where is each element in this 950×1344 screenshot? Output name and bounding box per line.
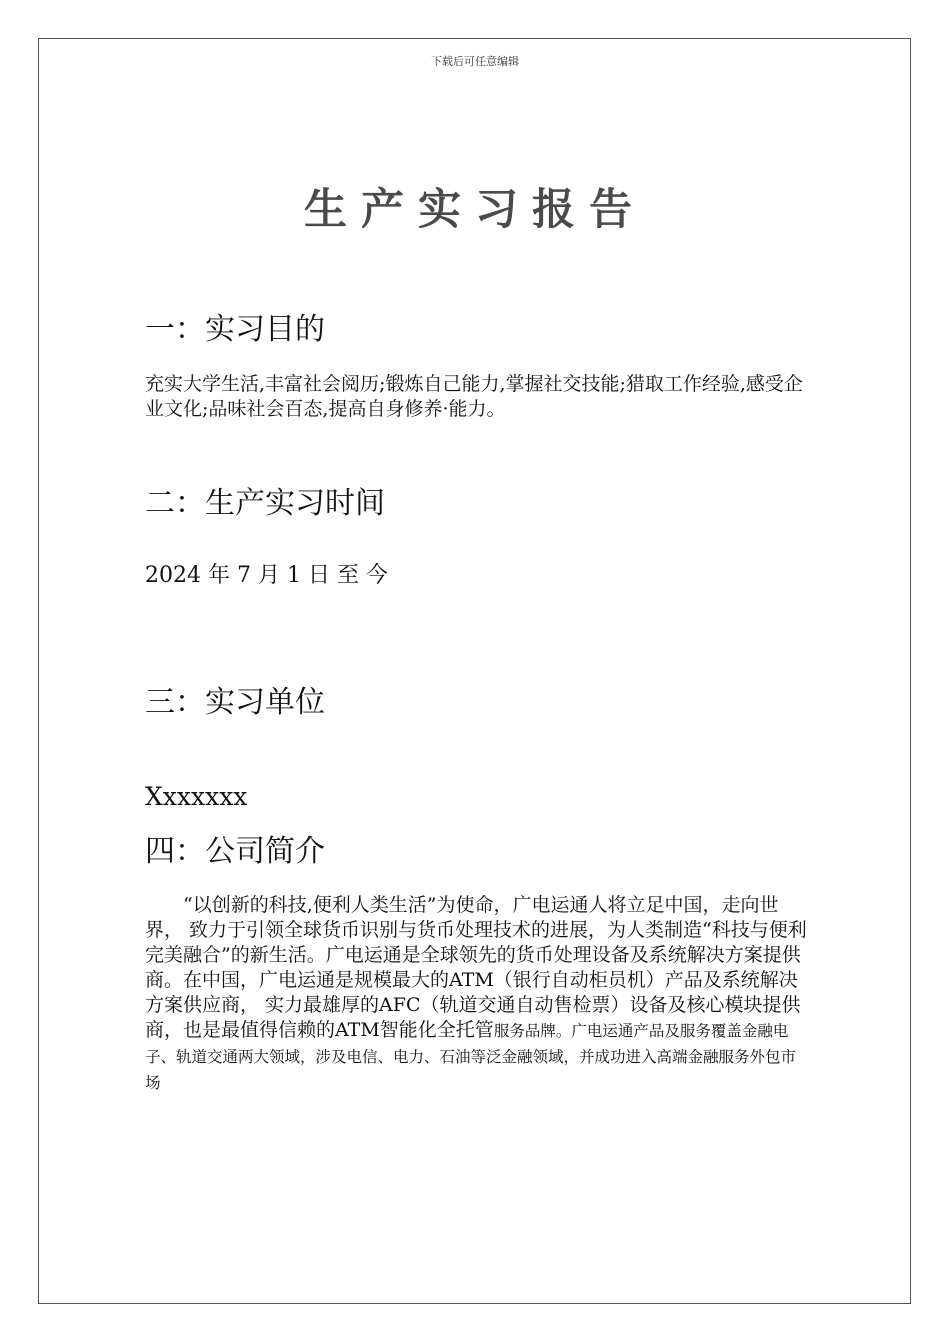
section-heading-unit: 三：实习单位 (145, 685, 325, 720)
section-content-unit: Xxxxxxx (145, 782, 248, 811)
company-intro-main: “以创新的科技,便利人类生活”为使命，广电运通人将立足中国，走向世界， 致力于引领全球货币识别与货币处理技术的进展，为人类制造“科技与便利完美融合”的新生活。广电运通是全球领先的货币处理设备及系统解决方案提供商。在中国，广电运通是规模最大的ATM（银行自动柜员机）产品及系统解决方案供应商， 实力最雄厚的AFC（轨道交通自动售检票）设备及核心模块提供商，也是最值得信赖的ATM智能化全托管 (145, 894, 807, 1041)
section-heading-purpose: 一：实习目的 (145, 312, 325, 347)
section-content-time: 2024 年 7 月 1 日 至 今 (145, 563, 388, 588)
document-title: 生产实习报告 (304, 185, 646, 235)
section-content-purpose: 充实大学生活,丰富社会阅历;锻炼自己能力,掌握社交技能;猎取工作经验,感受企业文化;品味社会百态,提高自身修养·能力。 (145, 373, 803, 420)
header-note: 下载后可任意编辑 (431, 55, 519, 68)
section-heading-time: 二：生产实习时间 (145, 486, 385, 521)
section-heading-company: 四：公司简介 (145, 834, 325, 869)
section-content-company (145, 893, 810, 1096)
company-intro-tail: 服务品牌。广电运通产品及服务覆盖金融电子、轨道交通两大领域，涉及电信、电力、石油等泛金融领域，并成功进入高端金融服务外包市场 (145, 1022, 797, 1092)
